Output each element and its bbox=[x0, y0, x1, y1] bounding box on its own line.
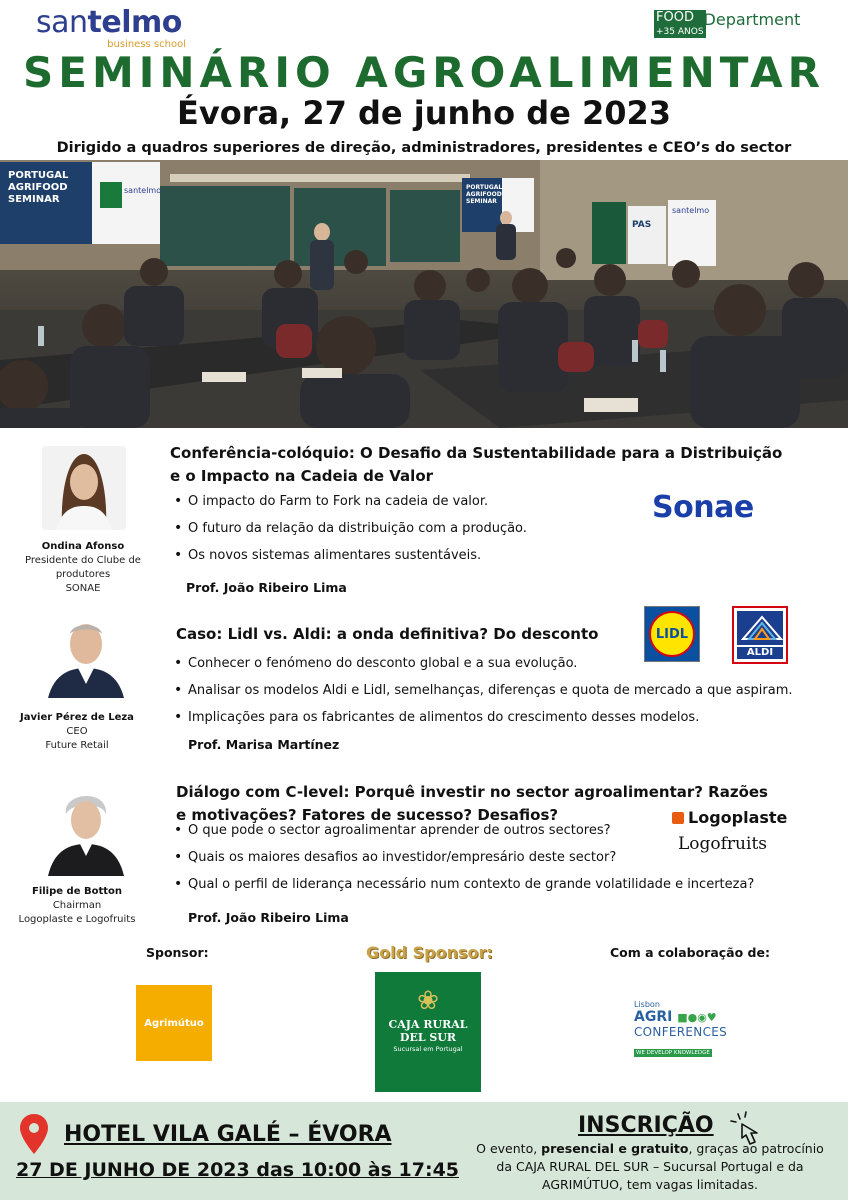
user-portrait-icon bbox=[42, 784, 130, 876]
caja-line-3: Sucursal em Portugal bbox=[393, 1045, 463, 1053]
bullet-item: • O impacto do Farm to Fork na cadeia de valor. bbox=[172, 488, 527, 515]
session-professor-2: Prof. Marisa Martínez bbox=[188, 737, 340, 752]
aldi-a-icon bbox=[741, 615, 783, 641]
screen-left-line-1: PORTUGAL bbox=[8, 170, 69, 181]
session-title-line: Diálogo com C-level: Porquê investir no sector agroalimentar? Razões bbox=[176, 783, 768, 801]
session-title-line: Caso: Lidl vs. Aldi: a onda definitiva? Do desconto bbox=[176, 625, 599, 643]
location-pin-icon bbox=[20, 1114, 48, 1154]
sonae-logo: Sonae bbox=[652, 490, 754, 525]
banner-text: PAS bbox=[632, 220, 652, 230]
lidl-logo-text: LIDL bbox=[649, 611, 695, 657]
food-box bbox=[654, 10, 706, 38]
agri-line-3: WE DEVELOP KNOWLEDGE bbox=[636, 1050, 710, 1056]
session-bullets-1 bbox=[172, 488, 527, 569]
inscricao-text-pre: O evento, bbox=[476, 1141, 542, 1156]
screen-left-text bbox=[8, 170, 68, 206]
food-department-text: Department bbox=[703, 10, 801, 29]
speaker-name: Javier Pérez de Leza bbox=[20, 712, 134, 723]
user-portrait-icon bbox=[42, 446, 126, 530]
bullet-item: • Conhecer o fenómeno do desconto global e a sua evolução. bbox=[172, 650, 793, 677]
agri-conferences-logo bbox=[634, 1000, 744, 1056]
speaker-info-1 bbox=[8, 540, 158, 596]
bullet-item: • Os novos sistemas alimentares sustentáveis. bbox=[172, 542, 527, 569]
caja-rural-logo bbox=[375, 972, 481, 1092]
session-title-line: e o Impacto na Cadeia de Valor bbox=[170, 467, 434, 485]
logoplaste-square-icon bbox=[672, 812, 684, 824]
event-date-time: 27 DE JUNHO DE 2023 das 10:00 às 17:45 bbox=[16, 1159, 460, 1181]
venue-text: HOTEL VILA GALÉ – ÉVORA bbox=[64, 1122, 392, 1147]
food-age: +35 ANOS bbox=[656, 27, 704, 37]
seminar-photo bbox=[0, 160, 848, 428]
bullet-item: • O que pode o sector agroalimentar aprender de outros sectores? bbox=[172, 817, 754, 844]
aldi-logo bbox=[732, 606, 788, 664]
agri-dots-icon: ■●◉♥ bbox=[677, 1011, 717, 1024]
santelmo-logo-bold: telmo bbox=[87, 5, 182, 40]
audience-text: Dirigido a quadros superiores de direção, administradores, presidentes e CEO’s do sector bbox=[56, 140, 792, 156]
screen-right-text bbox=[466, 184, 502, 205]
screen-left-line-2: AGRIFOOD bbox=[8, 182, 68, 193]
user-portrait-icon bbox=[44, 614, 128, 698]
speaker-role-line: Chairman bbox=[52, 900, 102, 911]
speaker-portrait-filipe bbox=[42, 784, 130, 876]
bullet-item: • Implicações para os fabricantes de alimentos do crescimento desses modelos. bbox=[172, 704, 793, 731]
speaker-info-2 bbox=[2, 711, 152, 753]
bullet-item: • O futuro da relação da distribuição com a produção. bbox=[172, 515, 527, 542]
gold-sponsor-label: Gold Sponsor: bbox=[366, 943, 493, 962]
seminar-photo-illustration bbox=[0, 160, 848, 428]
speaker-role-line: CEO bbox=[66, 726, 88, 737]
screen-left-brand: santelmo bbox=[124, 186, 162, 195]
collaboration-label: Com a colaboração de: bbox=[610, 945, 770, 960]
speaker-name: Ondina Afonso bbox=[41, 541, 125, 552]
banner-brand: santelmo bbox=[672, 206, 710, 215]
screen-right-line-2: AGRIFOOD bbox=[466, 191, 502, 198]
inscricao-text bbox=[470, 1140, 830, 1194]
session-bullets-3 bbox=[172, 817, 754, 898]
logoplaste-text: Logoplaste bbox=[688, 808, 788, 827]
agri-lisbon: Lisbon bbox=[634, 1000, 660, 1009]
session-title-line: e motivações? Fatores de sucesso? Desafios? bbox=[176, 806, 559, 824]
session-title-line: Conferência-colóquio: O Desafio da Sustentabilidade para a Distribuição bbox=[170, 444, 783, 462]
food-department-logo bbox=[654, 10, 804, 44]
screen-right-line-3: SEMINAR bbox=[466, 198, 497, 205]
sponsor-label: Sponsor: bbox=[146, 945, 209, 960]
session-bullets-2 bbox=[172, 650, 793, 731]
logofruits-logo: Logofruits bbox=[678, 834, 768, 854]
page-subtitle: Évora, 27 de junho de 2023 bbox=[176, 94, 672, 132]
speaker-role-line: Presidente do Clube de bbox=[25, 555, 141, 566]
speaker-role-line: Logoplaste e Logofruits bbox=[18, 914, 136, 925]
agrimutuo-logo: Agrimútuo bbox=[136, 985, 212, 1061]
speaker-info-3 bbox=[2, 885, 152, 927]
inscricao-text-bold: presencial e gratuito bbox=[541, 1141, 689, 1156]
logoplaste-logo bbox=[672, 808, 787, 827]
inscricao-text-post: , graças ao patrocínio da CAJA RURAL DEL SUR – Sucursal Portugal e da AGRIMÚTUO, tem vagas limitadas. bbox=[496, 1141, 824, 1192]
session-title-2 bbox=[176, 623, 646, 646]
caja-line-2: DEL SUR bbox=[399, 1031, 457, 1044]
speaker-portrait-javier bbox=[44, 614, 128, 698]
lidl-logo bbox=[644, 606, 700, 662]
page-title: SEMINÁRIO AGROALIMENTAR bbox=[23, 48, 825, 97]
bullet-item: • Quais os maiores desafios ao investidor/empresário deste sector? bbox=[172, 844, 754, 871]
session-title-1 bbox=[170, 442, 810, 488]
bullet-item: • Qual o perfil de liderança necessário num contexto de grande volatilidade e incerteza? bbox=[172, 871, 754, 898]
screen-left-line-3: SEMINAR bbox=[8, 194, 60, 205]
session-professor-3: Prof. João Ribeiro Lima bbox=[188, 910, 349, 925]
aldi-logo-text: ALDI bbox=[737, 645, 783, 659]
speaker-name: Filipe de Botton bbox=[32, 886, 122, 897]
caja-line-1: CAJA RURAL bbox=[388, 1018, 468, 1031]
agri-line-1: AGRI bbox=[634, 1009, 673, 1025]
aldi-logo-inner bbox=[737, 611, 783, 659]
wheat-icon: ❀ bbox=[417, 986, 439, 1016]
santelmo-logo-regular: san bbox=[36, 5, 88, 40]
bullet-item: • Analisar os modelos Aldi e Lidl, semelhanças, diferenças e quota de mercado a que aspiram. bbox=[172, 677, 793, 704]
speaker-role-line: produtores bbox=[55, 569, 111, 580]
speaker-portrait-ondina bbox=[42, 446, 126, 530]
santelmo-logo-sub: business school bbox=[107, 39, 186, 50]
session-professor-1: Prof. João Ribeiro Lima bbox=[186, 580, 347, 595]
agri-line-2: CONFERENCES bbox=[634, 1025, 728, 1039]
food-box-text: FOOD bbox=[656, 10, 694, 25]
inscricao-title[interactable]: INSCRIÇÃO bbox=[578, 1113, 714, 1138]
santelmo-logo bbox=[36, 6, 196, 54]
screen-right-line-1: PORTUGAL bbox=[466, 184, 503, 191]
speaker-role-line: Future Retail bbox=[45, 740, 109, 751]
speaker-role-line: SONAE bbox=[65, 583, 101, 594]
